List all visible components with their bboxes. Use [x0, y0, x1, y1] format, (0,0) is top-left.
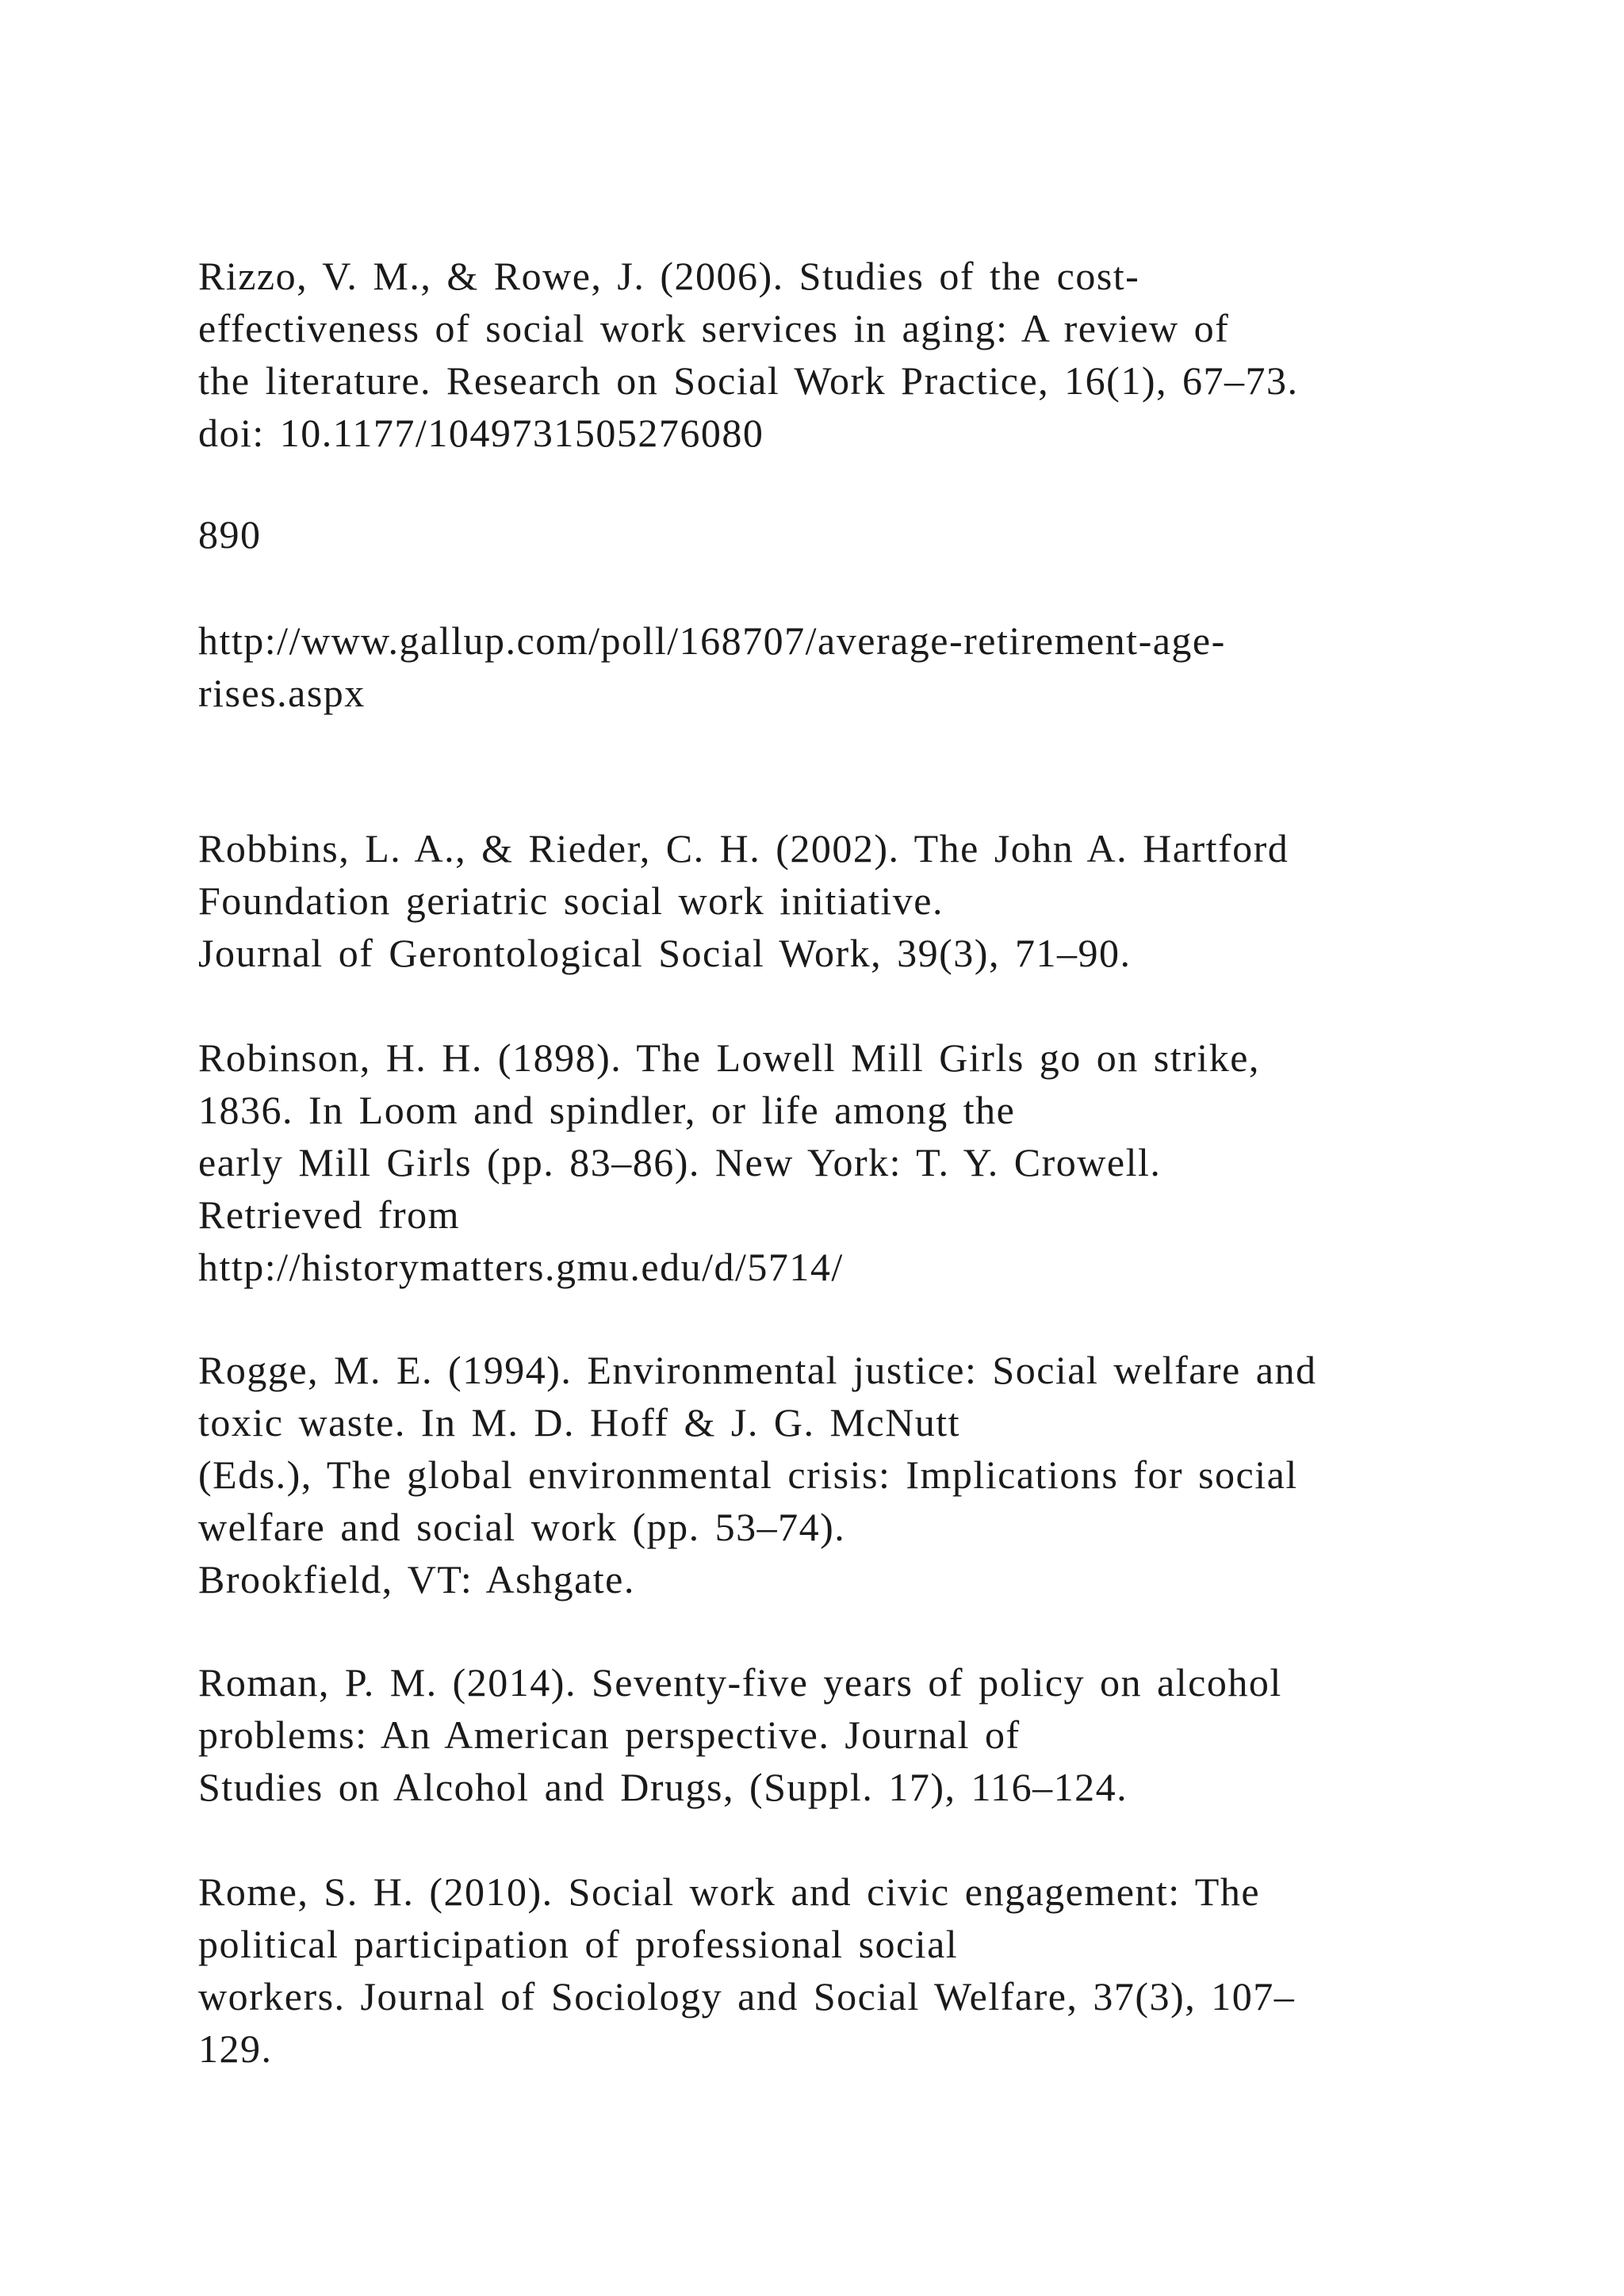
reference-line: problems: An American perspective. Journal of	[198, 1712, 1021, 1757]
gallup-url	[198, 614, 1467, 719]
reference-line: 1836. In Loom and spindler, or life among the	[198, 1088, 1016, 1132]
reference-rizzo	[198, 250, 1467, 459]
reference-line: welfare and social work (pp. 53–74).	[198, 1505, 846, 1549]
reference-line: political participation of professional social	[198, 1922, 959, 1966]
reference-line: early Mill Girls (pp. 83–86). New York: T. Y. Crowell.	[198, 1140, 1162, 1184]
reference-robinson	[198, 1031, 1467, 1293]
reference-roman	[198, 1656, 1467, 1813]
reference-line: effectiveness of social work services in aging: A review of	[198, 306, 1230, 350]
reference-line: the literature. Research on Social Work Practice, 16(1), 67–73.	[198, 358, 1299, 403]
reference-line: doi: 10.1177/1049731505276080	[198, 411, 764, 455]
reference-line: workers. Journal of Sociology and Social Welfare, 37(3), 107–	[198, 1974, 1296, 2019]
reference-line: http://historymatters.gmu.edu/d/5714/	[198, 1245, 844, 1289]
reference-line: Journal of Gerontological Social Work, 39(3), 71–90.	[198, 931, 1132, 975]
reference-line: 129.	[198, 2026, 273, 2071]
reference-rome	[198, 1866, 1467, 2075]
reference-line: Brookfield, VT: Ashgate.	[198, 1557, 635, 1601]
page-number-text: 890	[198, 512, 262, 557]
reference-line: Rogge, M. E. (1994). Environmental justice: Social welfare and	[198, 1348, 1317, 1392]
page-number	[198, 508, 1467, 561]
reference-line: Roman, P. M. (2014). Seventy-five years of policy on alcohol	[198, 1660, 1282, 1705]
url-line: http://www.gallup.com/poll/168707/average-retirement-age-	[198, 618, 1226, 663]
reference-line: toxic waste. In M. D. Hoff & J. G. McNutt	[198, 1400, 961, 1445]
reference-rogge	[198, 1344, 1467, 1605]
reference-line: Studies on Alcohol and Drugs, (Suppl. 17), 116–124.	[198, 1765, 1128, 1809]
reference-line: (Eds.), The global environmental crisis: Implications for social	[198, 1452, 1298, 1497]
reference-line: Robinson, H. H. (1898). The Lowell Mill Girls go on strike,	[198, 1035, 1260, 1080]
reference-line: Rome, S. H. (2010). Social work and civic engagement: The	[198, 1869, 1261, 1914]
reference-line: Foundation geriatric social work initiative.	[198, 878, 944, 923]
reference-line: Robbins, L. A., & Rieder, C. H. (2002). The John A. Hartford	[198, 826, 1289, 871]
reference-robbins	[198, 822, 1467, 979]
url-line: rises.aspx	[198, 671, 366, 715]
reference-line: Retrieved from	[198, 1192, 461, 1237]
reference-line: Rizzo, V. M., & Rowe, J. (2006). Studies of the cost-	[198, 254, 1140, 298]
